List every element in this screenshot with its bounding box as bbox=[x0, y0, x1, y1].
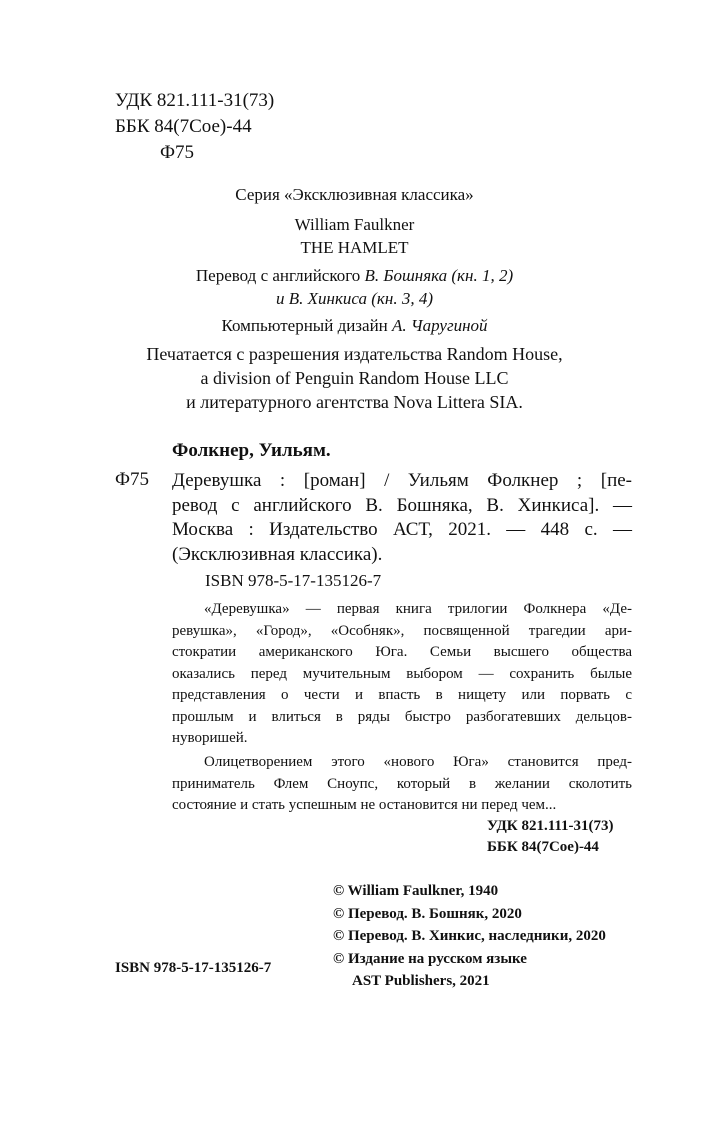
copyright-line: © Перевод. В. Хинкис, наследники, 2020 bbox=[333, 928, 606, 944]
classification-codes-bottom bbox=[487, 816, 614, 858]
annotation-line: ревушка», «Город», «Особняк», посвященной трагедии ари- bbox=[172, 622, 632, 639]
annotation-paragraph-2 bbox=[172, 752, 632, 817]
biblio-line: Деревушка : [роман] / Уильям Фолкнер ; [пе- bbox=[172, 470, 632, 491]
series-line: Серия «Эксклюзивная классика» bbox=[235, 185, 474, 204]
design-line bbox=[0, 314, 709, 337]
bibliographic-description bbox=[172, 469, 632, 567]
translator-1: В. Бошняка (кн. 1, 2) bbox=[364, 266, 514, 285]
author-mark: Ф75 bbox=[160, 142, 195, 163]
author-heading: Фолкнер, Уильям. bbox=[172, 440, 331, 461]
original-work bbox=[0, 213, 709, 259]
copyright-publisher: AST Publishers, 2021 bbox=[352, 973, 490, 989]
translation-line-1 bbox=[0, 264, 709, 287]
translation-line-2 bbox=[0, 287, 709, 310]
permission-block bbox=[0, 342, 709, 414]
isbn-bottom: ISBN 978-5-17-135126-7 bbox=[115, 960, 272, 976]
annotation-line: представления о чести и впасть в нищету или порвать с bbox=[172, 687, 632, 703]
permission-line: и литературного агентства Nova Littera SIA. bbox=[186, 392, 523, 412]
biblio-line: Москва : Издательство АСТ, 2021. — 448 с. — bbox=[172, 519, 632, 540]
design-prefix: Компьютерный дизайн bbox=[221, 316, 393, 335]
bbk-code: ББК 84(7Сое)-44 bbox=[115, 116, 252, 137]
annotation-line: стократии американского Юга. Семьи высшего общества bbox=[172, 644, 632, 660]
translator-2: и В. Хинкиса (кн. 3, 4) bbox=[276, 289, 433, 308]
annotation-paragraph-1 bbox=[172, 599, 632, 750]
copyright-line: © William Faulkner, 1940 bbox=[333, 883, 499, 899]
biblio-line: ревод с английского В. Бошняка, В. Хинкиса]. — bbox=[172, 494, 632, 516]
permission-line: Печатается с разрешения издательства Random House, bbox=[146, 344, 563, 364]
annotation-line: состояние и стать успешным не остановится ни перед чем... bbox=[172, 797, 557, 813]
permission-line: a division of Penguin Random House LLC bbox=[200, 368, 509, 388]
classification-codes bbox=[115, 88, 274, 166]
copyright-line: © Издание на русском языке bbox=[333, 950, 527, 967]
annotation-line: Олицетворением этого «нового Юга» становится пред- bbox=[204, 754, 632, 770]
biblio-author-mark: Ф75 bbox=[115, 469, 150, 490]
translation-credits bbox=[0, 264, 709, 310]
biblio-line: (Эксклюзивная классика). bbox=[172, 543, 383, 565]
annotation-line: прошлым и влиться в ряды быстро разбогатевших дельцов- bbox=[172, 708, 632, 725]
original-title: THE HAMLET bbox=[300, 238, 409, 257]
bbk-code-bottom: ББК 84(7Сое)-44 bbox=[487, 839, 599, 855]
copyright-line: © Перевод. В. Бошняк, 2020 bbox=[333, 905, 522, 922]
designer-name: А. Чаругиной bbox=[392, 316, 488, 335]
isbn-line: ISBN 978-5-17-135126-7 bbox=[205, 571, 382, 590]
annotation-line: нуворишей. bbox=[172, 730, 248, 746]
copyright-block bbox=[333, 880, 606, 993]
udk-code-bottom: УДК 821.111-31(73) bbox=[487, 818, 614, 834]
series-block bbox=[0, 183, 709, 206]
original-author: William Faulkner bbox=[294, 215, 415, 234]
annotation-line: оказались перед мучительным выбором — сохранить былые bbox=[172, 665, 632, 682]
annotation-line: «Деревушка» — первая книга трилогии Фолкнера «Де- bbox=[204, 601, 632, 617]
design-credit bbox=[0, 314, 709, 337]
translation-prefix: Перевод с английского bbox=[195, 266, 365, 285]
annotation-line: приниматель Флем Сноупс, который в желании сколотить bbox=[172, 775, 632, 792]
udk-code: УДК 821.111-31(73) bbox=[115, 90, 275, 111]
